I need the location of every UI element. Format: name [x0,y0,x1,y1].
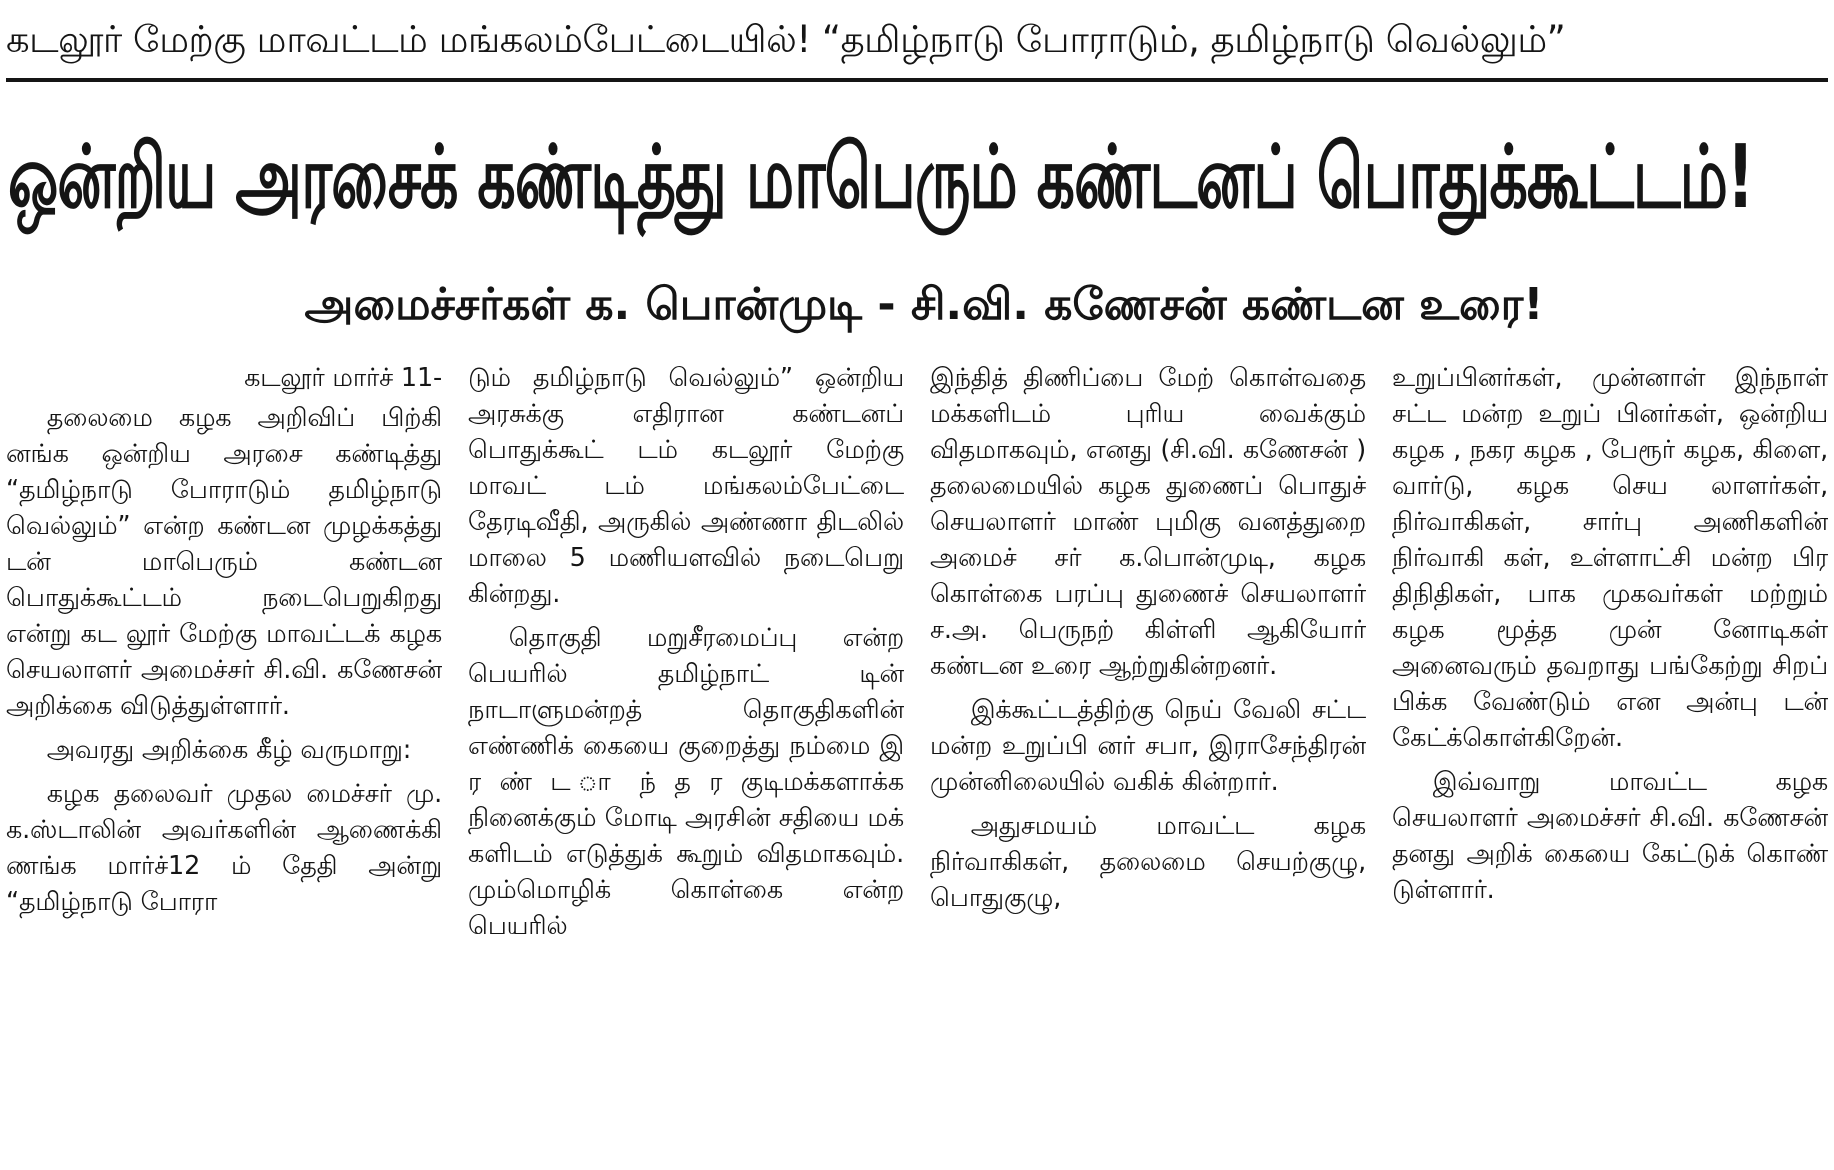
article-column-1 [6,360,442,1170]
article-columns [6,360,1828,1170]
subheadline: அமைச்சர்கள் க. பொன்முடி - சி.வி. கணேசன் கண்டன உரை! [304,279,1544,330]
article-column-2 [468,360,904,1170]
paragraph: அவரது அறிக்கை கீழ் வருமாறு: [46,735,412,765]
dateline: கடலூர் மார்ச் 11- [244,363,442,393]
paragraph: அதுசமயம் மாவட்ட கழக நிர்வாகிகள், தலைமை செயற்குழு, பொதுகுழு, [930,811,1366,913]
article-column-3 [930,360,1366,1170]
paragraph: உறுப்பினர்கள், முன்னாள் இந்நாள் சட்ட மன்ற உறுப் பினர்கள், ஒன்றிய கழக , நகர கழக , பேரூர் கழக, கிளை, வார்டு, கழக செய லாளர்கள், நிர்வாகிகள், சார்பு அணிகளின் நிர்வாகி கள், உள்ளாட்சி மன்ற பிர திநிதிகள், பாக முகவர்கள் மற்றும் கழக மூத்த முன் னோடிகள் அனைவரும் தவறாது பங்கேற்று சிறப் பிக்க வேண்டும் என அன்பு டன் கேட்க்கொள்கிறேன். [1392,363,1828,753]
paragraph: இந்தித் திணிப்பை மேற் கொள்வதை மக்களிடம் புரிய வைக்கும் விதமாகவும், எனது (சி.வி. கணேசன் ) தலைமையில் கழக துணைப் பொதுச் செயலாளர் மாண் புமிகு வனத்துறை அமைச் சர் க.பொன்முடி, கழக கொள்கை பரப்பு துணைச் செயலாளர் ச.அ. பெருநற் கிள்ளி ஆகியோர் கண்டன உரை ஆற்றுகின்றனர். [930,363,1366,681]
paragraph: கழக தலைவர் முதல மைச்சர் மு. க.ஸ்டாலின் அவர்களின் ஆணைக்கி ணங்க மார்ச்12 ம் தேதி அன்று “தமிழ்நாடு போரா [6,779,442,917]
kicker-line: கடலூர் மேற்கு மாவட்டம் மங்கலம்பேட்டையில்! “தமிழ்நாடு போராடும், தமிழ்நாடு வெல்லும்” [6,18,1566,61]
paragraph: இக்கூட்டத்திற்கு நெய் வேலி சட்ட மன்ற உறுப்பி னர் சபா, இராசேந்திரன் முன்னிலையில் வகிக் கின்றார். [930,695,1366,797]
paragraph: தலைமை கழக அறிவிப் பிற்கி னங்க ஒன்றிய அரசை கண்டித்து “தமிழ்நாடு போராடும் தமிழ்நாடு வெல்லும்” என்ற கண்டன முழக்கத்து டன் மாபெரும் கண்டன பொதுக்கூட்டம் நடைபெறுகிறது என்று கட லூர் மேற்கு மாவட்டக் கழக செயலாளர் அமைச்சர் சி.வி. கணேசன் அறிக்கை விடுத்துள்ளார். [6,403,442,721]
paragraph: இவ்வாறு மாவட்ட கழக செயலாளர் அமைச்சர் சி.வி. கணேசன் தனது அறிக் கையை கேட்டுக் கொண் டுள்ளார். [1392,767,1828,905]
article-column-4 [1392,360,1828,1170]
paragraph: தொகுதி மறுசீரமைப்பு என்ற பெயரில் தமிழ்நாட் டின் நாடாளுமன்றத் தொகுதிகளின் எண்ணிக் கையை குறைத்து நம்மை இ ர ண் ட ா ந் த ர குடிமக்களாக்க நினைக்கும் மோடி அரசின் சதியை மக் களிடம் எடுத்துக் கூறும் விதமாகவும். மும்மொழிக் கொள்கை என்ற பெயரில் [468,623,904,941]
paragraph: டும் தமிழ்நாடு வெல்லும்” ஒன்றிய அரசுக்கு எதிரான கண்டனப் பொதுக்கூட் டம் கடலூர் மேற்கு மாவட் டம் மங்கலம்பேட்டை தேரடிவீதி, அருகில் அண்ணா திடலில் மாலை 5 மணியளவில் நடைபெறு கின்றது. [468,363,904,609]
headline: ஒன்றிய அரசைக் கண்டித்து மாபெரும் கண்டனப் பொதுக்கூட்டம்! [8,127,1754,229]
